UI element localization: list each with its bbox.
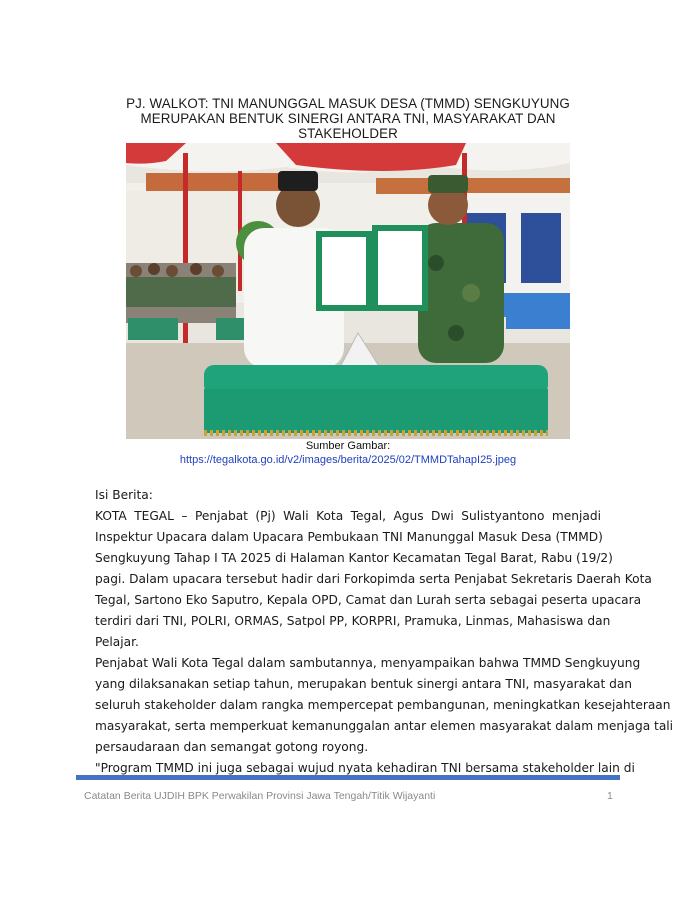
caption-label: Sumber Gambar: [305,440,391,452]
footer-rule [76,775,620,780]
body-line: Pelajar. [95,635,139,649]
body-line: Tegal, Sartono Eko Saputro, Kepala OPD, Camat dan Lurah serta sebagai peserta upacara [95,593,642,607]
body-line: persaudaraan dan semangat gotong royong. [95,740,369,754]
body-line: yang dilaksanakan setiap tahun, merupakan bentuk sinergi antara TNI, masyarakat dan [95,677,633,691]
paragraph-1 [95,506,652,653]
title-line: PJ. WALKOT: TNI MANUNGGAL MASUK DESA (TMMD) SENGKUYUNG [126,96,570,111]
body-line: masyarakat, serta memperkuat kemanunggalan antar elemen masyarakat dalam menjaga tali [95,719,674,733]
body-line: pagi. Dalam upacara tersebut hadir dari Forkopimda serta Penjabat Sekretaris Daerah Kota [95,572,652,586]
title-line: MERUPAKAN BENTUK SINERGI ANTARA TNI, MASYARAKAT DAN [140,111,556,126]
image-caption [0,439,696,467]
article-title [100,96,596,141]
article-body [95,485,674,779]
section-label: Isi Berita: [95,488,153,502]
footer-text: Catatan Berita UJDIH BPK Perwakilan Provinsi Jawa Tengah/Titik Wijayanti [84,790,436,802]
body-line: terdiri dari TNI, POLRI, ORMAS, Satpol PP, KORPRI, Pramuka, Linmas, Mahasiswa dan [95,614,611,628]
page-number: 1 [607,790,613,802]
body-line: Sengkuyung Tahap I TA 2025 di Halaman Kantor Kecamatan Tegal Barat, Rabu (19/2) [95,551,613,565]
body-line: Penjabat Wali Kota Tegal dalam sambutannya, menyampaikan bahwa TMMD Sengkuyung [95,656,641,670]
body-line: KOTA TEGAL – Penjabat (Pj) Wali Kota Tegal, Agus Dwi Sulistyantono menjadi [95,509,601,523]
caption-link[interactable]: https://tegalkota.go.id/v2/images/berita/2025/02/TMMDTahapI25.jpeg [179,454,517,466]
title-line: STAKEHOLDER [298,126,398,141]
news-photo [126,143,570,439]
paragraph-2 [95,653,674,758]
body-line: seluruh stakeholder dalam rangka mempercepat pembangunan, meningkatkan kesejahteraan [95,698,671,712]
body-line: "Program TMMD ini juga sebagai wujud nyata kehadiran TNI bersama stakeholder lain di [95,761,635,775]
body-line: Inspektur Upacara dalam Upacara Pembukaan TNI Manunggal Masuk Desa (TMMD) [95,530,603,544]
